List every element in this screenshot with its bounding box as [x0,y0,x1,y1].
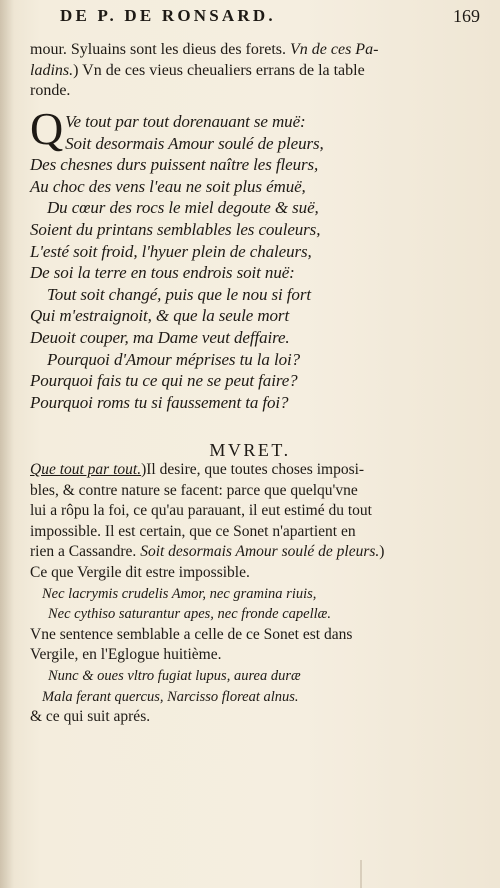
sonnet [30,103,480,413]
drop-cap: Q [30,103,64,154]
intro-line [30,40,470,61]
commentary-line: impossible. Il est certain, que ce Sonet n'apartient en [30,522,356,540]
intro-text: mour. Syluains sont les dieus des forets. [30,41,290,58]
latin-quote-line: Nunc & oues vltro fugiat lupus, aurea duræ [48,667,301,684]
running-head [60,6,480,32]
lemma: Que tout par tout. [30,461,142,478]
sonnet-line: L'esté soit froid, l'hyuer plein de chaleurs, [30,241,312,261]
sonnet-line: Qui m'estraignoit, & que la seule mort [30,306,290,326]
lemma: Soit desormais Amour soulé de pleurs. [140,543,380,561]
sonnet-line: Au choc des vens l'eau ne soit plus émuë, [30,176,306,196]
commentary-line: lui a rôpu la foi, ce qu'au parauant, il eut estimé du tout [30,502,372,520]
commentary-line: & ce qui suit aprés. [30,708,151,726]
latin-quote-line: Nec cythiso saturantur apes, nec fronde capellæ. [48,606,331,623]
sonnet-line: Deuoit couper, ma Dame veut deffaire. [30,327,290,347]
running-head-title: DE P. DE RONSARD. [60,6,276,25]
commentary-line [30,460,470,481]
intro-text: ronde. [30,82,71,99]
commentary-line [30,542,470,563]
sonnet-line: Soit desormais Amour soulé de pleurs, [65,133,324,153]
commentary [30,460,470,728]
commentary-heading: MVRET. [209,440,291,460]
sonnet-line: Pourquoi fais tu ce qui ne se peut faire? [30,371,298,391]
intro-italic: Vn de ces Pa- [289,41,379,58]
commentary-line: Vne sentence semblable a celle de ce Sonet est dans [30,625,353,643]
intro-paragraph [30,40,470,102]
sonnet-line: Pourquoi roms tu si faussement ta foi? [30,392,289,412]
intro-line [30,61,470,82]
intro-line [30,81,470,102]
sonnet-line: Du cœur des rocs le miel degoute & suë, [47,198,319,218]
sonnet-line: Des chesnes durs puissent naître les fleurs, [30,155,319,175]
sonnet-line: Pourquoi d'Amour méprises tu la loi? [47,349,300,369]
sonnet-line: Soient du printans semblables les couleurs, [30,219,321,239]
intro-italic: ladins. [30,61,74,79]
sonnet-line: Tout soit changé, puis que le nou si fort [47,284,311,304]
commentary-line: Vergile, en l'Eglogue huitième. [30,646,222,664]
latin-quote-line: Nec lacrymis crudelis Amor, nec gramina riuis, [42,585,317,602]
sonnet-line: De soi la terre en tous endrois soit nuë: [30,263,295,283]
commentary-text: )Il desire, que toutes choses imposi- [141,461,365,478]
page-number: 169 [453,6,480,26]
sonnet-line-text: Ve tout par tout dorenauant se muë: [65,112,306,131]
commentary-line: Ce que Vergile dit estre impossible. [30,563,250,581]
commentary-line: bles, & contre nature se facent: parce que quelqu'vne [30,481,358,499]
page-fold-mark [360,860,362,888]
intro-text: ) Vn de ces vieus cheualiers errans de la table [73,61,365,79]
commentary-text: rien a Cassandre. [30,543,141,561]
commentary-text: ) [379,543,385,561]
latin-quote-line: Mala ferant quercus, Narcisso floreat alnus. [42,688,299,705]
